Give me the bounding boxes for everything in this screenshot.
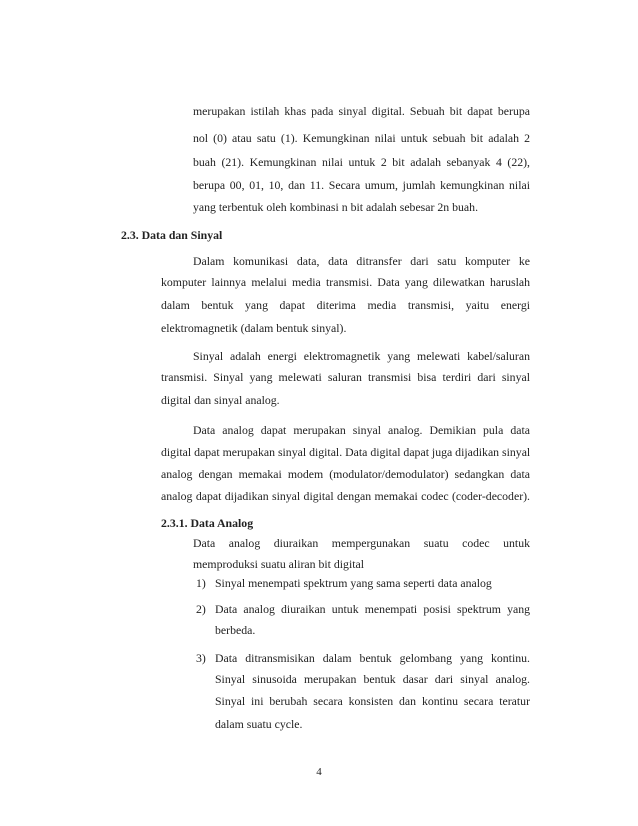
paragraph-line: Sinyal adalah energi elektromagnetik yang melewati kabel/saluran <box>193 349 530 363</box>
paragraph-line: dalam bentuk yang dapat diterima media transmisi, yaitu energi <box>161 298 530 312</box>
paragraph-line: Data analog dapat merupakan sinyal analog. Demikian pula data <box>193 423 530 437</box>
intro-line: merupakan istilah khas pada sinyal digital. Sebuah bit dapat berupa <box>193 104 530 118</box>
list-item-number: 1) <box>196 576 206 590</box>
paragraph-line: transmisi. Sinyal yang melewati saluran transmisi bisa terdiri dari sinyal <box>161 370 530 384</box>
intro-line: nol (0) atau satu (1). Kemungkinan nilai untuk sebuah bit adalah 2 <box>193 131 530 145</box>
list-item-text: Sinyal menempati spektrum yang sama seperti data analog <box>215 576 492 590</box>
list-item-number: 3) <box>196 651 206 665</box>
paragraph-line: Dalam komunikasi data, data ditransfer dari satu komputer ke <box>193 254 530 268</box>
section-heading: 2.3. Data dan Sinyal <box>121 228 223 242</box>
list-item-text: dalam suatu cycle. <box>215 717 303 731</box>
paragraph-line: Data analog diuraikan mempergunakan suatu codec untuk <box>193 536 530 550</box>
list-item-number: 2) <box>196 602 206 616</box>
intro-line: buah (21). Kemungkinan nilai untuk 2 bit adalah sebanyak 4 (22), <box>193 155 530 169</box>
subsection-heading: 2.3.1. Data Analog <box>161 516 254 530</box>
paragraph-line: elektromagnetik (dalam bentuk sinyal). <box>161 321 347 335</box>
paragraph-line: analog dengan memakai modem (modulator/demodulator) sedangkan data <box>161 467 530 481</box>
list-item-text: Data ditransmisikan dalam bentuk gelombang yang kontinu. <box>215 651 530 665</box>
paragraph-line: digital dan sinyal analog. <box>161 393 280 407</box>
intro-line: yang terbentuk oleh kombinasi n bit adalah sebesar 2n buah. <box>193 200 479 214</box>
intro-line: berupa 00, 01, 10, dan 11. Secara umum, jumlah kemungkinan nilai <box>193 178 530 192</box>
page-number: 4 <box>316 766 322 778</box>
paragraph-line: komputer lainnya melalui media transmisi. Data yang dilewatkan haruslah <box>161 275 530 289</box>
list-item-text: Sinyal ini berubah secara konsisten dan kontinu secara teratur <box>215 694 530 708</box>
paragraph-line: analog dapat dijadikan sinyal digital dengan memakai codec (coder-decoder). <box>161 489 530 503</box>
paragraph-line: digital dapat merupakan sinyal digital. Data digital dapat juga dijadikan sinyal <box>161 445 531 459</box>
list-item-text: Data analog diuraikan untuk menempati posisi spektrum yang <box>215 602 530 616</box>
list-item-text: Sinyal sinusoida merupakan bentuk dasar dari sinyal analog. <box>215 672 530 686</box>
paragraph-line: memproduksi suatu aliran bit digital <box>193 557 365 571</box>
list-item-text: berbeda. <box>215 623 256 637</box>
